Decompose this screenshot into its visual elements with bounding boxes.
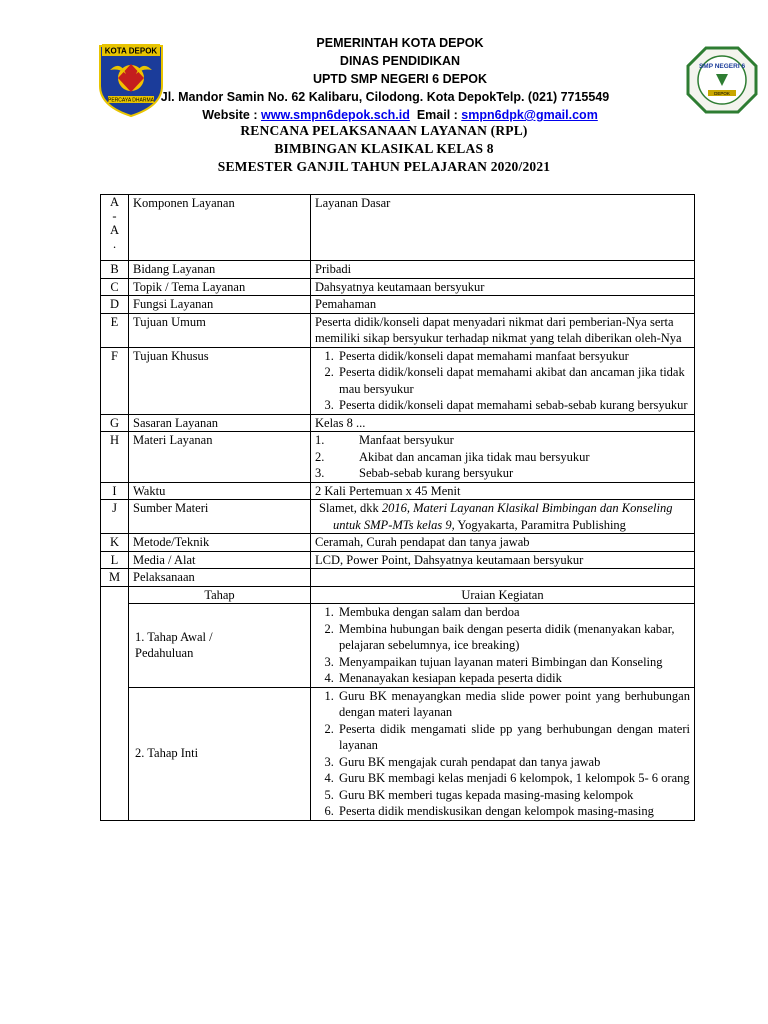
row-label: Metode/Teknik: [129, 534, 311, 552]
row-value: [311, 500, 695, 534]
source-authors: Slamet, dkk: [319, 501, 382, 515]
stage-activities: [311, 604, 695, 688]
source-title: 2016, Materi Layanan Klasikal Bimbingan dan Konseling untuk SMP-MTs kelas 9,: [333, 501, 673, 532]
row-topik: [101, 278, 695, 296]
list-item: 5. Guru BK memberi tugas kepada masing-masing kelompok: [337, 787, 690, 804]
row-value: Peserta didik/konseli dapat menyadari nikmat dari pemberian-Nya serta memiliki sikap bersyukur terhadap nikmat yang telah diberikan oleh-Nya: [311, 313, 695, 347]
row-waktu: [101, 482, 695, 500]
row-komponen: [101, 195, 695, 261]
row-value: LCD, Power Point, Dahsyatnya keutamaan bersyukur: [311, 551, 695, 569]
stage-label: 2. Tahap Inti: [129, 687, 311, 820]
stage-inti: [101, 687, 695, 820]
tujuan-khusus-list: [315, 348, 690, 414]
row-code: A - A .: [101, 195, 129, 261]
row-code: E: [101, 313, 129, 347]
logo-right-label: SMP NEGERI 6: [698, 63, 746, 70]
list-item: 2. Membina hubungan baik dengan peserta didik (menanyakan kabar, pelajaran sebelumnya, ice breaking): [337, 621, 690, 654]
row-label: Materi Layanan: [129, 432, 311, 483]
materi-text: Sebab-sebab kurang bersyukur: [359, 466, 514, 480]
letterhead: [0, 0, 768, 190]
website-label: Website :: [202, 108, 261, 122]
row-fungsi: [101, 296, 695, 314]
row-label: Pelaksanaan: [129, 569, 311, 587]
website-link[interactable]: www.smpn6depok.sch.id: [261, 108, 410, 122]
agency-line: DINAS PENDIDIKAN: [339, 54, 461, 68]
row-bidang: [101, 261, 695, 279]
stage-awal: [101, 604, 695, 688]
list-item: 6. Peserta didik mendiskusikan dengan kelompok masing-masing: [337, 803, 690, 820]
activity-list: [315, 688, 690, 820]
list-item: 4. Guru BK membagi kelas menjadi 6 kelompok, 1 kelompok 5- 6 orang: [337, 770, 690, 787]
row-label: Fungsi Layanan: [129, 296, 311, 314]
stage-activities: [311, 687, 695, 820]
row-code: H: [101, 432, 129, 483]
row-label: Tujuan Khusus: [129, 347, 311, 414]
materi-text: Akibat dan ancaman jika tidak mau bersyukur: [359, 449, 590, 464]
list-item: 2. Peserta didik/konseli dapat memahami akibat dan ancaman jika tidak mau bersyukur: [337, 364, 690, 397]
row-value: Pemahaman: [311, 296, 695, 314]
rpl-table: [100, 194, 695, 821]
list-item: 1. Peserta didik/konseli dapat memahami manfaat bersyukur: [337, 348, 690, 365]
source-publisher: Yogyakarta, Paramitra Publishing: [454, 517, 626, 532]
list-item: 3. Menyampaikan tujuan layanan materi Bimbingan dan Konseling: [337, 654, 690, 671]
stage-awal-label: 1. Tahap Awal / Pedahuluan: [135, 629, 213, 661]
row-code: G: [101, 414, 129, 432]
stage-label: [129, 604, 311, 688]
row-code: I: [101, 482, 129, 500]
list-item: 2. Akibat dan ancaman jika tidak mau bersyukur: [315, 449, 590, 464]
row-code: F: [101, 347, 129, 414]
row-value: [311, 347, 695, 414]
row-label: Topik / Tema Layanan: [129, 278, 311, 296]
row-code: [101, 586, 129, 820]
list-item: 2. Peserta didik mengamati slide pp yang berhubungan dengan materi layanan: [337, 721, 690, 754]
row-code: D: [101, 296, 129, 314]
row-value: Kelas 8 ...: [311, 414, 695, 432]
row-sasaran: [101, 414, 695, 432]
row-label: Bidang Layanan: [129, 261, 311, 279]
row-tujuan-umum: [101, 313, 695, 347]
logo-left-motto: PERCAYA DHARMA: [108, 97, 154, 104]
row-label: Komponen Layanan: [129, 195, 311, 261]
row-media: [101, 551, 695, 569]
row-code: K: [101, 534, 129, 552]
materi-text: Manfaat bersyukur: [359, 433, 454, 447]
row-label: Waktu: [129, 482, 311, 500]
logo-right-sub: DEPOK: [714, 91, 730, 96]
row-code: M: [101, 569, 129, 587]
title-line-2: BIMBINGAN KLASIKAL KELAS 8: [274, 141, 494, 156]
row-value: Layanan Dasar: [311, 195, 695, 261]
school-heading: [150, 34, 650, 124]
row-tujuan-khusus: [101, 347, 695, 414]
materi-list: [315, 432, 690, 482]
smp-negeri-6-logo: [686, 46, 758, 114]
activity-header: Uraian Kegiatan: [311, 586, 695, 604]
row-label: Media / Alat: [129, 551, 311, 569]
row-label: Sasaran Layanan: [129, 414, 311, 432]
activity-list: [315, 604, 690, 687]
email-label: Email :: [409, 108, 462, 122]
list-item: 3. Guru BK mengajak curah pendapat dan tanya jawab: [337, 754, 690, 771]
row-code: J: [101, 500, 129, 534]
email-link[interactable]: smpn6dpk@gmail.com: [461, 108, 598, 122]
list-item: 1. Membuka dengan salam dan berdoa: [337, 604, 690, 621]
row-value: 2 Kali Pertemuan x 45 Menit: [311, 482, 695, 500]
row-code: C: [101, 278, 129, 296]
logo-left-label: KOTA DEPOK: [104, 46, 158, 56]
row-value: [311, 569, 695, 587]
row-code: L: [101, 551, 129, 569]
row-value: Pribadi: [311, 261, 695, 279]
list-item: 1. Manfaat bersyukur: [315, 433, 454, 447]
school-name: UPTD SMP NEGERI 6 DEPOK: [312, 72, 488, 86]
title-line-3: SEMESTER GANJIL TAHUN PELAJARAN 2020/2021: [217, 159, 551, 174]
row-materi: [101, 432, 695, 483]
row-value: Ceramah, Curah pendapat dan tanya jawab: [311, 534, 695, 552]
row-value: [311, 432, 695, 483]
list-item: 3. Sebab-sebab kurang bersyukur: [315, 466, 514, 480]
title-line-1: RENCANA PELAKSANAAN LAYANAN (RPL): [240, 123, 528, 138]
list-item: 3. Peserta didik/konseli dapat memahami sebab-sebab kurang bersyukur: [337, 397, 690, 414]
row-pelaksanaan: [101, 569, 695, 587]
row-value: Dahsyatnya keutamaan bersyukur: [311, 278, 695, 296]
row-code: B: [101, 261, 129, 279]
gov-line: PEMERINTAH KOTA DEPOK: [316, 36, 484, 50]
row-metode: [101, 534, 695, 552]
document-title: [100, 122, 668, 176]
stage-header: Tahap: [129, 586, 311, 604]
row-label: Sumber Materi: [129, 500, 311, 534]
row-sumber: [101, 500, 695, 534]
list-item: 1. Guru BK menayangkan media slide power point yang berhubungan dengan materi layanan: [337, 688, 690, 721]
pelaksanaan-header: [101, 586, 695, 604]
list-item: 4. Menanayakan kesiapan kepada peserta didik: [337, 670, 690, 687]
row-label: Tujuan Umum: [129, 313, 311, 347]
address-line: Jl. Mandor Samin No. 62 Kalibaru, Cilodong. Kota DepokTelp. (021) 7715549: [160, 90, 610, 104]
